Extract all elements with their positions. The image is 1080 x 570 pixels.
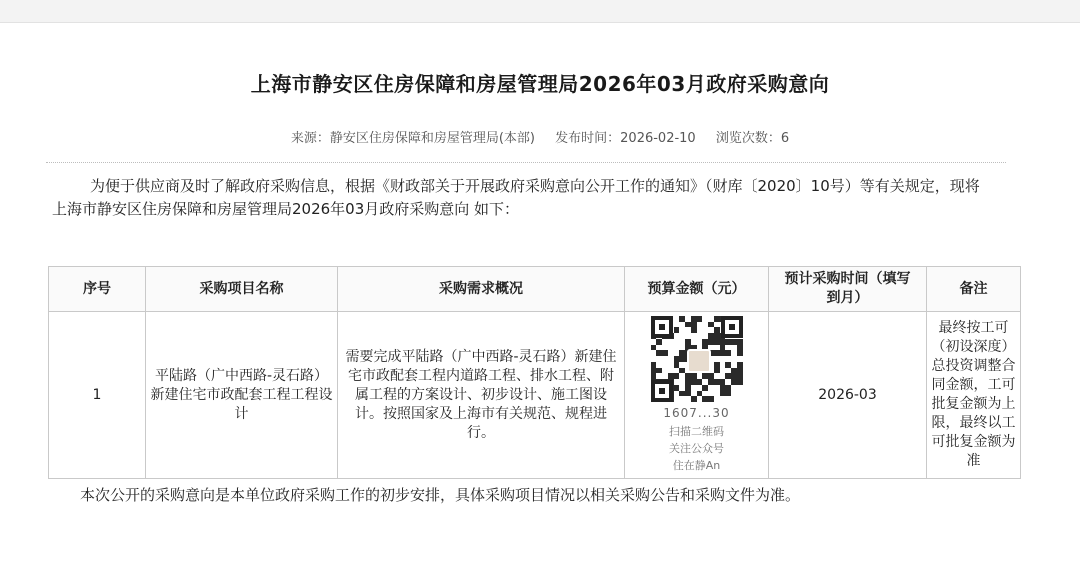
cell-remark: 最终按工可（初设深度）总投资调整合同金额，工可批复金额为上限，最终以工可批复金额为准 [927, 312, 1021, 479]
header-seq: 序号 [49, 267, 146, 312]
footer-note: 本次公开的采购意向是本单位政府采购工作的初步安排，具体采购项目情况以相关采购公告和采购文件为准。 [80, 486, 801, 504]
header-summary: 采购需求概况 [338, 267, 625, 312]
qr-caption-3: 住在静An [672, 459, 721, 472]
browser-top-bar [0, 0, 1080, 23]
cell-seq: 1 [49, 312, 146, 479]
divider [46, 162, 1006, 163]
qr-code-icon [651, 316, 743, 402]
meta-source: 来源：静安区住房保障和房屋管理局(本部) [290, 131, 536, 146]
cell-budget [625, 312, 769, 479]
qr-caption-1: 扫描二维码 [669, 425, 724, 438]
meta-views: 浏览次数：6 [715, 131, 790, 146]
qr-caption-2: 关注公众号 [669, 442, 724, 455]
meta-publish-time: 发布时间：2026-02-10 [555, 131, 696, 146]
budget-partial-value: 1607...30 [663, 406, 730, 420]
cell-project-name: 平陆路（广中西路-灵石路）新建住宅市政配套工程工程设计 [146, 312, 338, 479]
cell-time: 2026-03 [769, 312, 927, 479]
qr-logo-icon [687, 349, 711, 373]
qr-overlay [628, 316, 765, 474]
summary-text: 需要完成平陆路（广中西路-灵石路）新建住宅市政配套工程内道路工程、排水工程、附属工程的方案设计、初步设计、施工图设计。按照国家及上海市有关规范、规程进行。 [345, 348, 617, 441]
header-budget: 预算金额（元） [625, 267, 769, 312]
header-remark: 备注 [927, 267, 1021, 312]
cell-summary [338, 312, 625, 479]
table-row [49, 312, 1021, 479]
procurement-table [48, 266, 1021, 479]
intro-paragraph: 为便于供应商及时了解政府采购信息，根据《财政部关于开展政府采购意向公开工作的通知》（财库〔2020〕10号）等有关规定，现将 上海市静安区住房保障和房屋管理局2026年03月政府采购意向 如下： [52, 177, 980, 218]
table-header-row [49, 267, 1021, 312]
header-time: 预计采购时间（填写到月） [769, 267, 927, 312]
header-project-name: 采购项目名称 [146, 267, 338, 312]
page-title: 上海市静安区住房保障和房屋管理局2026年03月政府采购意向 [250, 72, 830, 96]
article-meta [0, 127, 1080, 146]
